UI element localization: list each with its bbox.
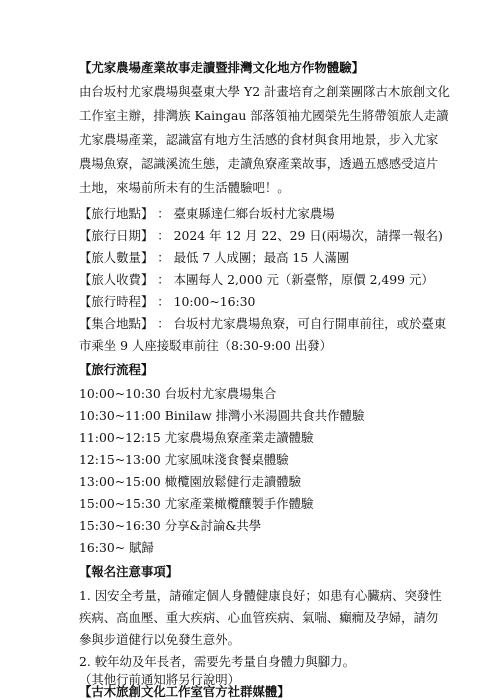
notes-line: （其他行前通知將另行說明） [79,672,241,687]
schedule-item: 11:00~12:15 尤家農場魚寮產業走讀體驗 [79,430,314,445]
schedule-item: 15:00~15:30 尤家產業橄欖釀製手作體驗 [79,496,314,511]
info-time: 【旅行時程】 ： 10:00~16:30 [79,294,256,309]
schedule-heading: 【旅行流程】 [79,362,154,377]
info-date: 【旅行日期】 ： 2024 年 12 月 22、29 日(兩場次，請擇一報名) [79,228,443,243]
notes-line: 疾病、高血壓、重大疾病、心血管疾病、氣喘、癲癇及孕婦，請勿 [79,610,439,625]
notes-line: 參與步道健行以免發生意外。 [79,632,241,647]
notes-line: 2. 較年幼及年長者，需要先考量自身體力與腳力。 [79,654,355,669]
intro-line: 由台坂村尤家農場與臺東大學 Y2 計畫培育之創業團隊古木旅創文化 [79,84,450,99]
notes-heading: 【報名注意事項】 [79,564,179,579]
schedule-item: 16:30~ 賦歸 [79,540,154,555]
info-meeting-point-cont: 市乘坐 9 人座接駁車前往（8:30-9:00 出發） [79,338,333,353]
info-fee: 【旅人收費】 ： 本團每人 2,000 元（新臺幣，原價 2,499 元） [79,272,434,287]
info-participants: 【旅人數量】 ： 最低 7 人成團；最高 15 人滿團 [79,250,350,265]
footer-heading: 【古木旅創文化工作室官方社群媒體】 [79,684,290,699]
intro-line: 土地，來場前所未有的生活體驗吧！。 [79,180,290,195]
info-location: 【旅行地點】 ： 臺東縣達仁鄉台坂村尤家農場 [79,206,335,221]
document-title: 【尤家農場產業故事走讀暨排灣文化地方作物體驗】 [79,60,364,75]
schedule-item: 10:30~11:00 Binilaw 排灣小米湯圓共食共作體驗 [79,408,365,423]
intro-line: 工作室主辦，排灣族 Kaingau 部落領袖尤國榮先生將帶領旅人走讀 [79,108,449,123]
schedule-item: 10:00~10:30 台坂村尤家農場集合 [79,386,277,401]
intro-line: 尤家農場產業，認識富有地方生活感的食材與食用地景，步入尤家 [79,132,439,147]
schedule-item: 12:15~13:00 尤家風味淺食餐桌體驗 [79,452,289,467]
info-meeting-point: 【集合地點】 ： 台坂村尤家農場魚寮，可自行開車前往，或於臺東 [79,316,447,331]
schedule-item: 13:00~15:00 橄欖園放鬆健行走讀體驗 [79,474,302,489]
schedule-item: 15:30~16:30 分享&討論&共學 [79,518,262,533]
notes-line: 1. 因安全考量，請確定個人身體健康良好；如患有心臟病、突發性 [79,588,442,603]
intro-line: 農場魚寮，認識溪流生態，走讀魚寮產業故事，透過五感感受這片 [79,156,439,171]
